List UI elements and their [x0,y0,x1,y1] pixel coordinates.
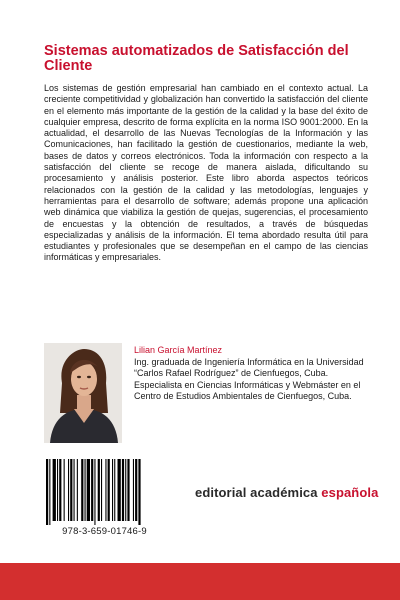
publisher-logo [195,485,378,500]
barcode-bar [112,459,113,521]
barcode-bar [87,459,90,521]
barcode-bar [53,459,56,521]
barcode-bar [101,459,102,521]
isbn-barcode [44,459,165,541]
barcode-bar [49,459,50,525]
barcode-bar [135,459,137,521]
barcode-bar [91,459,93,521]
barcode-bar [57,459,58,521]
author-bio: Ing. graduada de Ingeniería Informática en la Universidad “Carlos Rafael Rodríguez” de Cienfuegos, Cuba. Especialista en Ciencias Informáticas y Webmáster en el Centro de Estudios Ambientales de Cienfuegos, Cuba. [134,357,364,402]
barcode-bar [118,459,121,521]
book-title: Sistemas automatizados de Satisfacción del Cliente [44,43,349,74]
author-name: Lilian García Martínez [134,345,223,355]
barcode-bar [81,459,83,521]
book-blurb: Los sistemas de gestión empresarial han cambiado en el contexto actual. La creciente competitividad y globalización han convertido la satisfacción del cliente en el elemento más importante de la gestión de la calidad y la base del éxito de cualquier empresa, descrito de forma explícita en la norma ISO 9001:2000. En la actualidad, el desarrollo de las Nuevas Tecnologías de la Información y las Comunicaciones, han facilitado la gestión de cuestionarios, mediante la web, bases de datos y correos electrónicos. Toda la información con respecto a la satisfacción del cliente se recoge de manera aislada, dificultando su procesamiento y análisis posterior. Este libro aborda aspectos teóricos relacionados con la gestión de la calidad y las metodologías, lenguajes y herramientas para el desarrollo de software; además propone una aplicación web dinámica que viabiliza la gestión de quejas, sugerencias, el procesamiento de encuestas y la obtención de resultados, a través de búsquedas especializadas y análisis de la información. El tema abordado resulta útil para estudiantes y profesionales que se desempeñan en el campo de las ciencias informáticas y empresariales. [44,83,368,263]
barcode-bar [138,459,140,525]
publisher-name: editorial académica [195,485,322,500]
barcode-bar [64,459,65,521]
barcode-bar [108,459,110,521]
barcode-bar [122,459,124,521]
barcode-bar [85,459,86,521]
barcode-bar [127,459,129,521]
barcode-bar [74,459,75,521]
author-photo [44,343,122,443]
barcode-bar [114,459,115,521]
barcode-bar [77,459,78,521]
footer-band [0,563,400,600]
barcode-bar [125,459,126,521]
barcode-bar [70,459,72,521]
barcode-bar [98,459,100,521]
barcode-bar [105,459,106,521]
barcode-bar [94,459,95,525]
publisher-name-accent: española [321,485,379,500]
barcode-bar [133,459,134,521]
barcode-bar [59,459,61,521]
barcode-bar [68,459,69,521]
isbn-number: 978-3-659-01746-9 [62,526,147,537]
barcode-bar [46,459,48,525]
